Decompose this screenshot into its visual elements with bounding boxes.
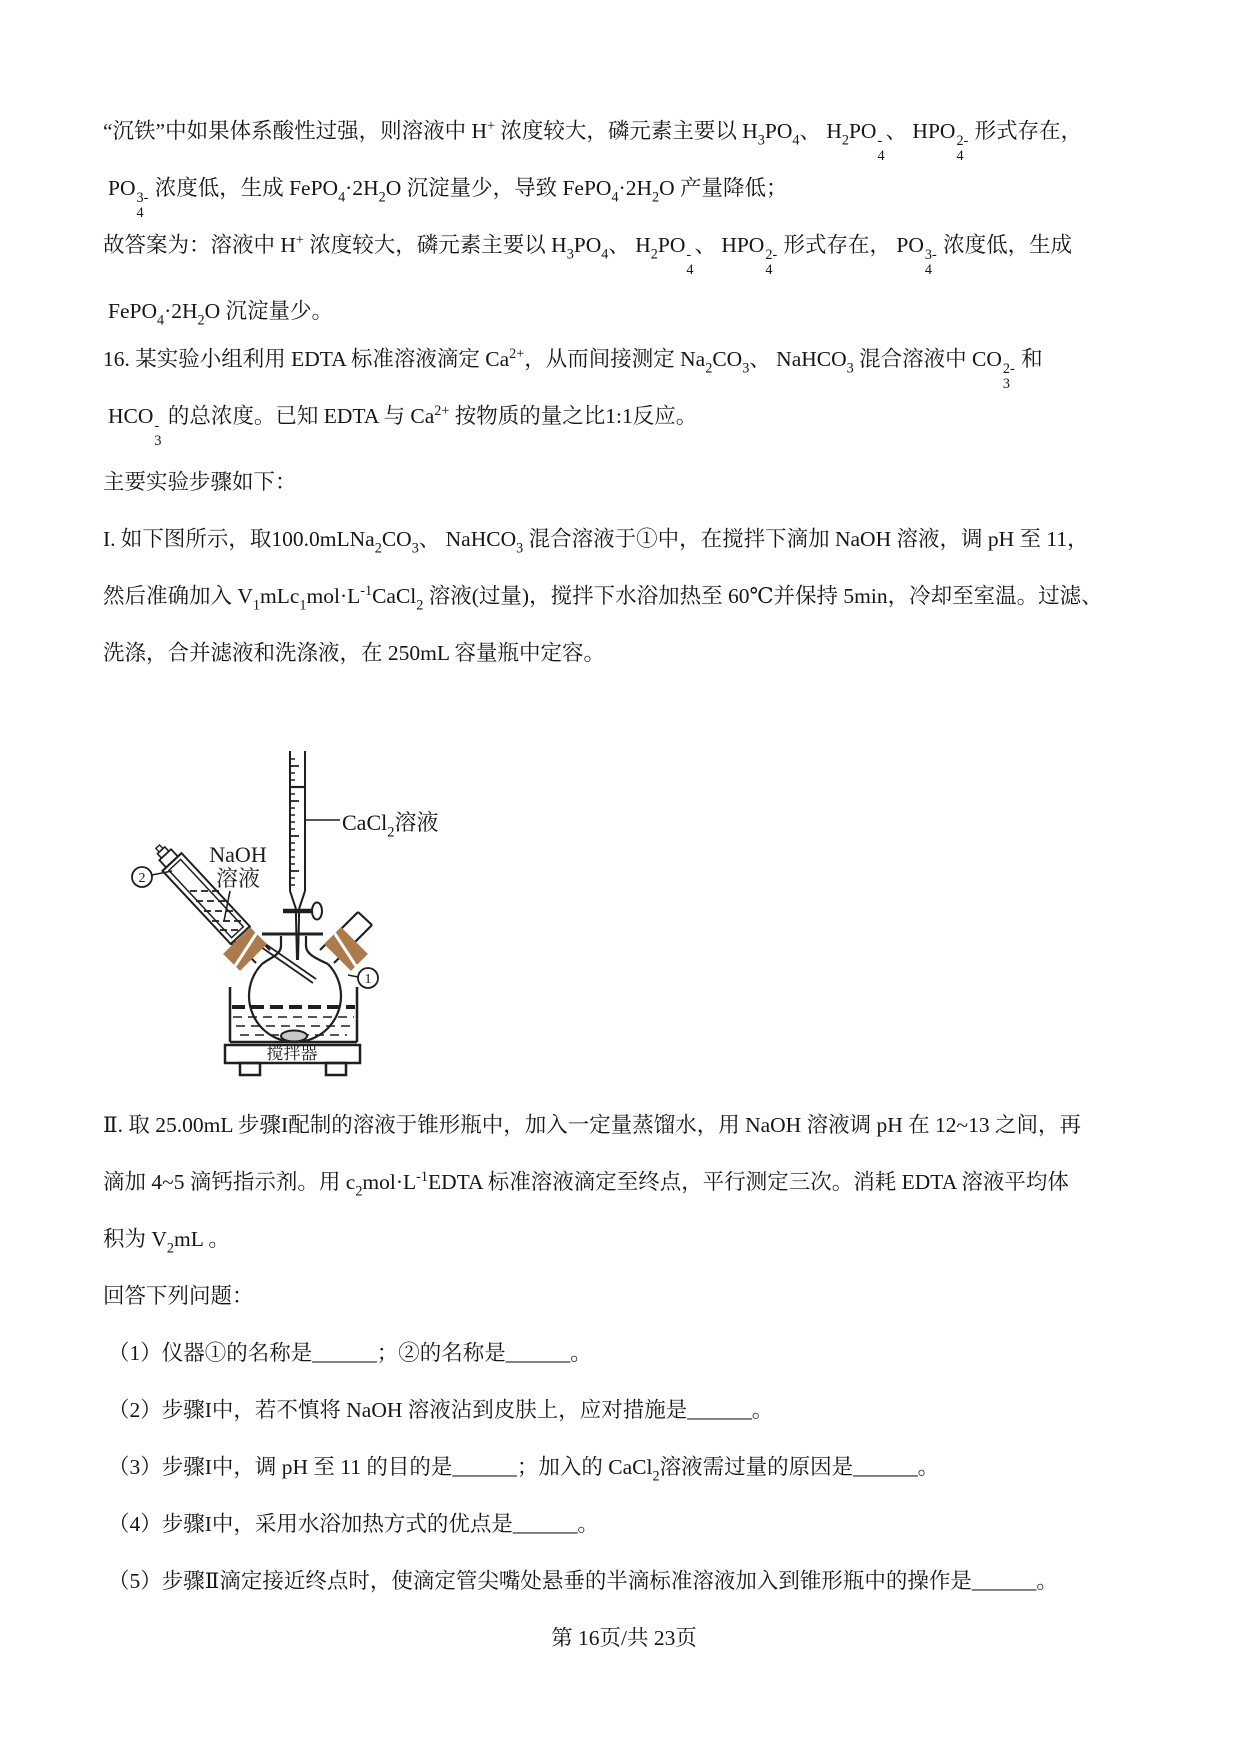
step2-line-3 xyxy=(103,1209,1145,1266)
naoh-label-line2: 溶液 xyxy=(215,866,261,891)
q16-sub1 xyxy=(103,1323,1145,1380)
naoh-label-line1: NaOH xyxy=(209,842,267,867)
stir-bar xyxy=(281,1031,307,1042)
questions-intro xyxy=(103,1266,1145,1323)
text: （3）步骤I中，调 pH 至 11 的目的是______；加入的 CaCl$_2$溶液需过量的原因是______。 xyxy=(108,1455,940,1485)
text: （1）仪器①的名称是______；②的名称是______。 xyxy=(108,1341,592,1365)
apparatus-drawing xyxy=(120,745,520,1095)
q16-sub4 xyxy=(103,1494,1145,1551)
q16-steps-intro xyxy=(103,452,1145,509)
answer-conclusion-line-1 xyxy=(103,224,1145,281)
text: “沉铁”中如果体系酸性过强，则溶液中 H+ 浓度较大，磷元素主要以 $H_3PO_4$、 $H_2PO$ - 4 、 HPO 2- 4 形式存在， xyxy=(103,117,1083,164)
apparatus-diagram xyxy=(120,745,520,1095)
text: 积为 $V_2mL$ 。 xyxy=(103,1227,230,1257)
answer-analysis-line-2 xyxy=(103,167,1145,224)
step2-line-1 xyxy=(103,1095,1145,1152)
text: 故答案为：溶液中 H+ 浓度较大，磷元素主要以 $H_3PO_4$、 $H_2PO$ - 4 、 HPO 2- 4 形式存在， PO 3- 4 浓度低，生成 xyxy=(103,231,1073,278)
text: 回答下列问题： xyxy=(103,1284,254,1308)
page-number-footer xyxy=(103,1608,1145,1665)
step1-line-2 xyxy=(103,566,1145,623)
text: 主要实验步骤如下： xyxy=(103,470,297,494)
page-number: 第 16页/共 23页 xyxy=(551,1626,697,1650)
burette-label: CaCl$_2$溶液 xyxy=(342,810,439,841)
stirrer-label: 搅拌器 xyxy=(266,1044,318,1063)
q16-sub2 xyxy=(103,1380,1145,1437)
text: PO 3- 4 浓度低，生成 $FePO_4\cdot 2H_2O$ 沉淀量少，导致 $FePO_4\cdot 2H_2O$ 产量降低； xyxy=(108,175,788,221)
text: 16. 某实验小组利用 EDTA 标准溶液滴定 $Ca^{2+}$，从而间接测定 $Na_2CO_3$、 NaHCO$_3$ 混合溶液中 CO 2- 3 和 xyxy=(103,345,1043,392)
burette-tip xyxy=(296,918,299,960)
marker-flask-digit: 1 xyxy=(364,972,372,987)
text: 滴加 4~5 滴钙指示剂。用 $c_2mol\cdot L^{-1}EDTA$ 标准溶液滴定至终点，平行测定三次。消耗 EDTA 溶液平均体 xyxy=(103,1169,1069,1200)
answer-analysis-line-1 xyxy=(103,110,1145,167)
q16-sub5 xyxy=(103,1551,1145,1608)
text: （4）步骤I中，采用水浴加热方式的优点是______。 xyxy=(108,1512,599,1536)
text: 洗涤，合并滤液和洗涤液，在 250mL 容量瓶中定容。 xyxy=(103,641,606,665)
q16-sub3 xyxy=(103,1437,1145,1494)
step2-line-2 xyxy=(103,1152,1145,1209)
step1-line-3 xyxy=(103,623,1145,680)
text: Ⅱ. 取 25.00mL 步骤I配制的溶液于锥形瓶中，加入一定量蒸馏水，用 NaOH 溶液调 pH 在 12~13 之间，再 xyxy=(103,1113,1081,1137)
stopcock-handle xyxy=(312,903,322,920)
text: I. 如下图所示，取$100.0mLNa_2CO_3$、 NaHCO$_3$ 混合溶液于①中，在搅拌下滴加 NaOH 溶液，调 pH 至 11， xyxy=(103,527,1089,557)
right-neck-stopper xyxy=(324,927,368,971)
step1-line-1 xyxy=(103,509,1145,566)
text: 然后准确加入 $V_1mLc_1mol\cdot L^{-1}CaCl_2$ 溶液(过量)，搅拌下水浴加热至 60℃并保持 5min，冷却至室温。过滤、 xyxy=(103,583,1103,614)
answer-conclusion-line-2 xyxy=(103,281,1145,338)
q16-stem-line-1 xyxy=(103,338,1145,395)
q16-stem-line-2 xyxy=(103,395,1145,452)
burette xyxy=(283,751,340,960)
text: （5）步骤Ⅱ滴定接近终点时，使滴定管尖嘴处悬垂的半滴标准溶液加入到锥形瓶中的操作是______。 xyxy=(108,1569,1058,1593)
text: HCO - 3 的总浓度。已知 EDTA 与 $Ca^{2+}$ 按物质的量之比1:1反应。 xyxy=(108,402,698,449)
right-neck-mouth xyxy=(358,912,372,925)
marker-funnel-digit: 2 xyxy=(138,871,146,886)
text: （2）步骤I中，若不慎将 NaOH 溶液沾到皮肤上，应对措施是______。 xyxy=(108,1398,774,1422)
text: $FePO_4\cdot 2H_2O$ 沉淀量少。 xyxy=(108,299,334,329)
